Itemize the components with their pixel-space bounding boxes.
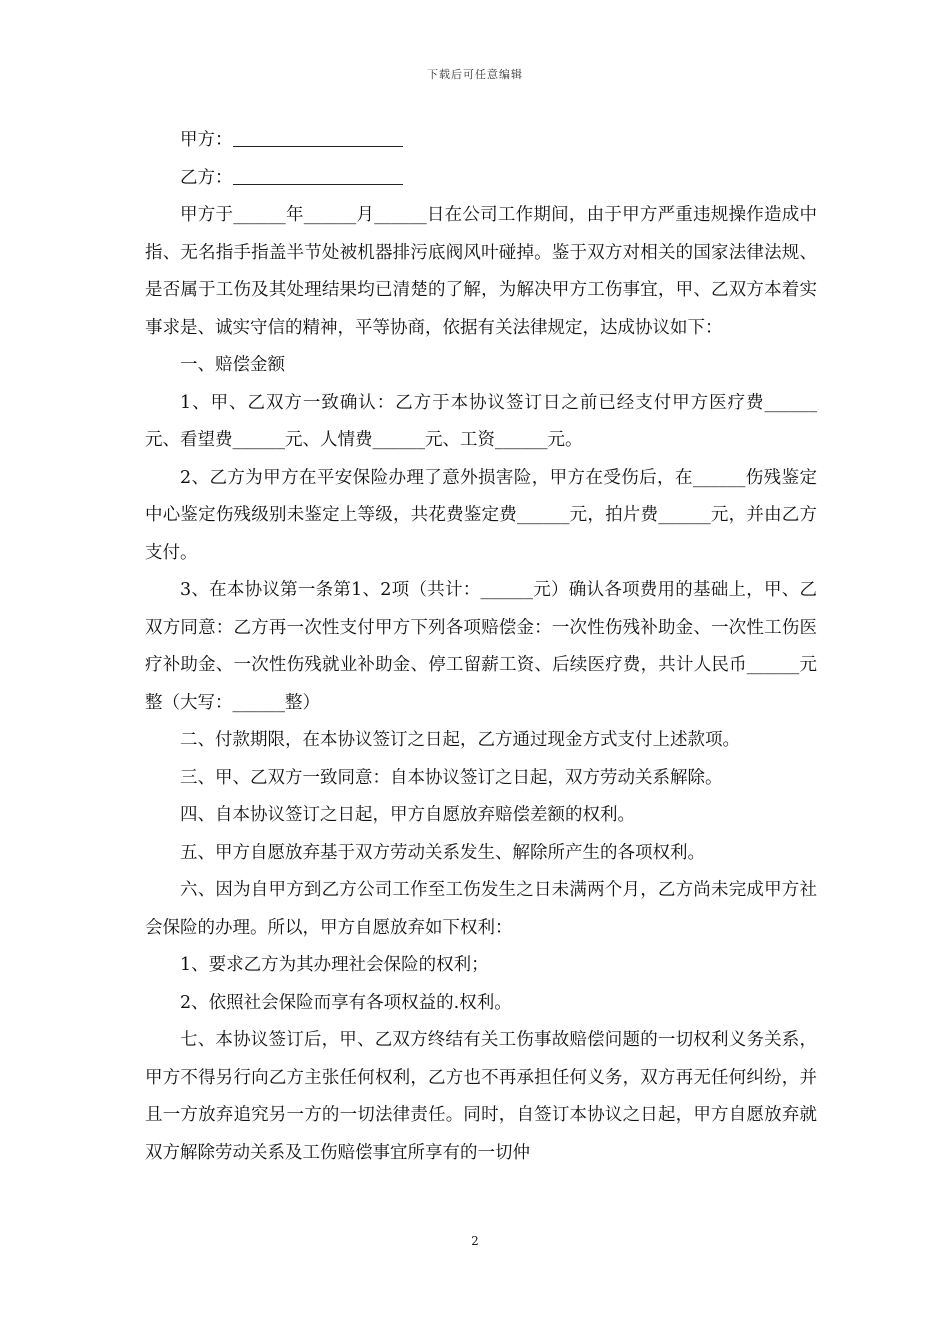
party-b-label: 乙方： [180,167,233,188]
clause-3-termination: 三、甲、乙双方一致同意：自本协议签订之日起，双方劳动关系解除。 [180,767,723,788]
clause-1-3: 3、在本协议第一条第1、2项（共计：______元）确认各项费用的基础上，甲、乙双方同意：乙方再一次性支付甲方下列各项赔偿金：一次性伤残补助金、一次性工伤医疗补助金、一次性伤残就业补助金、停工留薪工资、后续医疗费，共计人民币______元整（大写：______整） [145,580,817,713]
clause-7-final: 七、本协议签订后，甲、乙双方终结有关工伤事故赔偿问题的一切权利义务关系，甲方不得另行向乙方主张任何权利，乙方也不再承担任何义务，双方再无任何纠纷，并且一方放弃追究另一方的一切法律责任。同时，自签订本协议之日起，甲方自愿放弃就双方解除劳动关系及工伤赔偿事宜所享有的一切仲 [145,1030,817,1163]
section-heading-compensation: 一、赔偿金额 [180,355,285,375]
page-number: 2 [471,1234,479,1248]
party-a-label: 甲方： [180,130,233,150]
clause-6-social-insurance: 六、因为自甲方到乙方公司工作至工伤发生之日未满两个月，乙方尚未完成甲方社会保险的办理。所以，甲方自愿放弃如下权利： [145,880,817,938]
clause-6-item-2: 2、依照社会保险而享有各项权益的.权利。 [180,992,512,1013]
clause-1-2: 2、乙方为甲方在平安保险办理了意外损害险，甲方在受伤后，在______伤残鉴定中心鉴定伤残级别未鉴定上等级，共花费鉴定费______元，拍片费______元，并由乙方支付。 [145,467,817,563]
clause-4-waiver: 四、自本协议签订之日起，甲方自愿放弃赔偿差额的权利。 [180,805,635,825]
header-note: 下载后可任意编辑 [427,68,523,81]
party-a-blank [233,128,403,147]
paragraph-preamble: 甲方于______年______月______日在公司工作期间，由于甲方严重违规操作造成中指、无名指手指盖半节处被机器排污底阀风叶碰掉。鉴于双方对相关的国家法律法规、是否属于工伤及其处理结果均已清楚的了解，为解决甲方工伤事宜，甲、乙双方本着实事求是、诚实守信的精神，平等协商，依据有关法律规定，达成协议如下： [145,205,817,338]
party-b-blank [233,166,403,185]
party-a-line [145,122,817,160]
clause-5-waiver: 五、甲方自愿放弃基于双方劳动关系发生、解除所产生的各项权利。 [180,842,705,863]
clause-6-item-1: 1、要求乙方为其办理社会保险的权利； [180,955,489,975]
agreement-body [145,122,817,1172]
clause-2-payment-term: 二、付款期限，在本协议签订之日起，乙方通过现金方式支付上述款项。 [180,730,740,750]
party-b-line [145,160,817,198]
clause-1-1: 1、甲、乙双方一致确认：乙方于本协议签订日之前已经支付甲方医疗费______元、看望费______元、人情费______元、工资______元。 [145,392,817,450]
